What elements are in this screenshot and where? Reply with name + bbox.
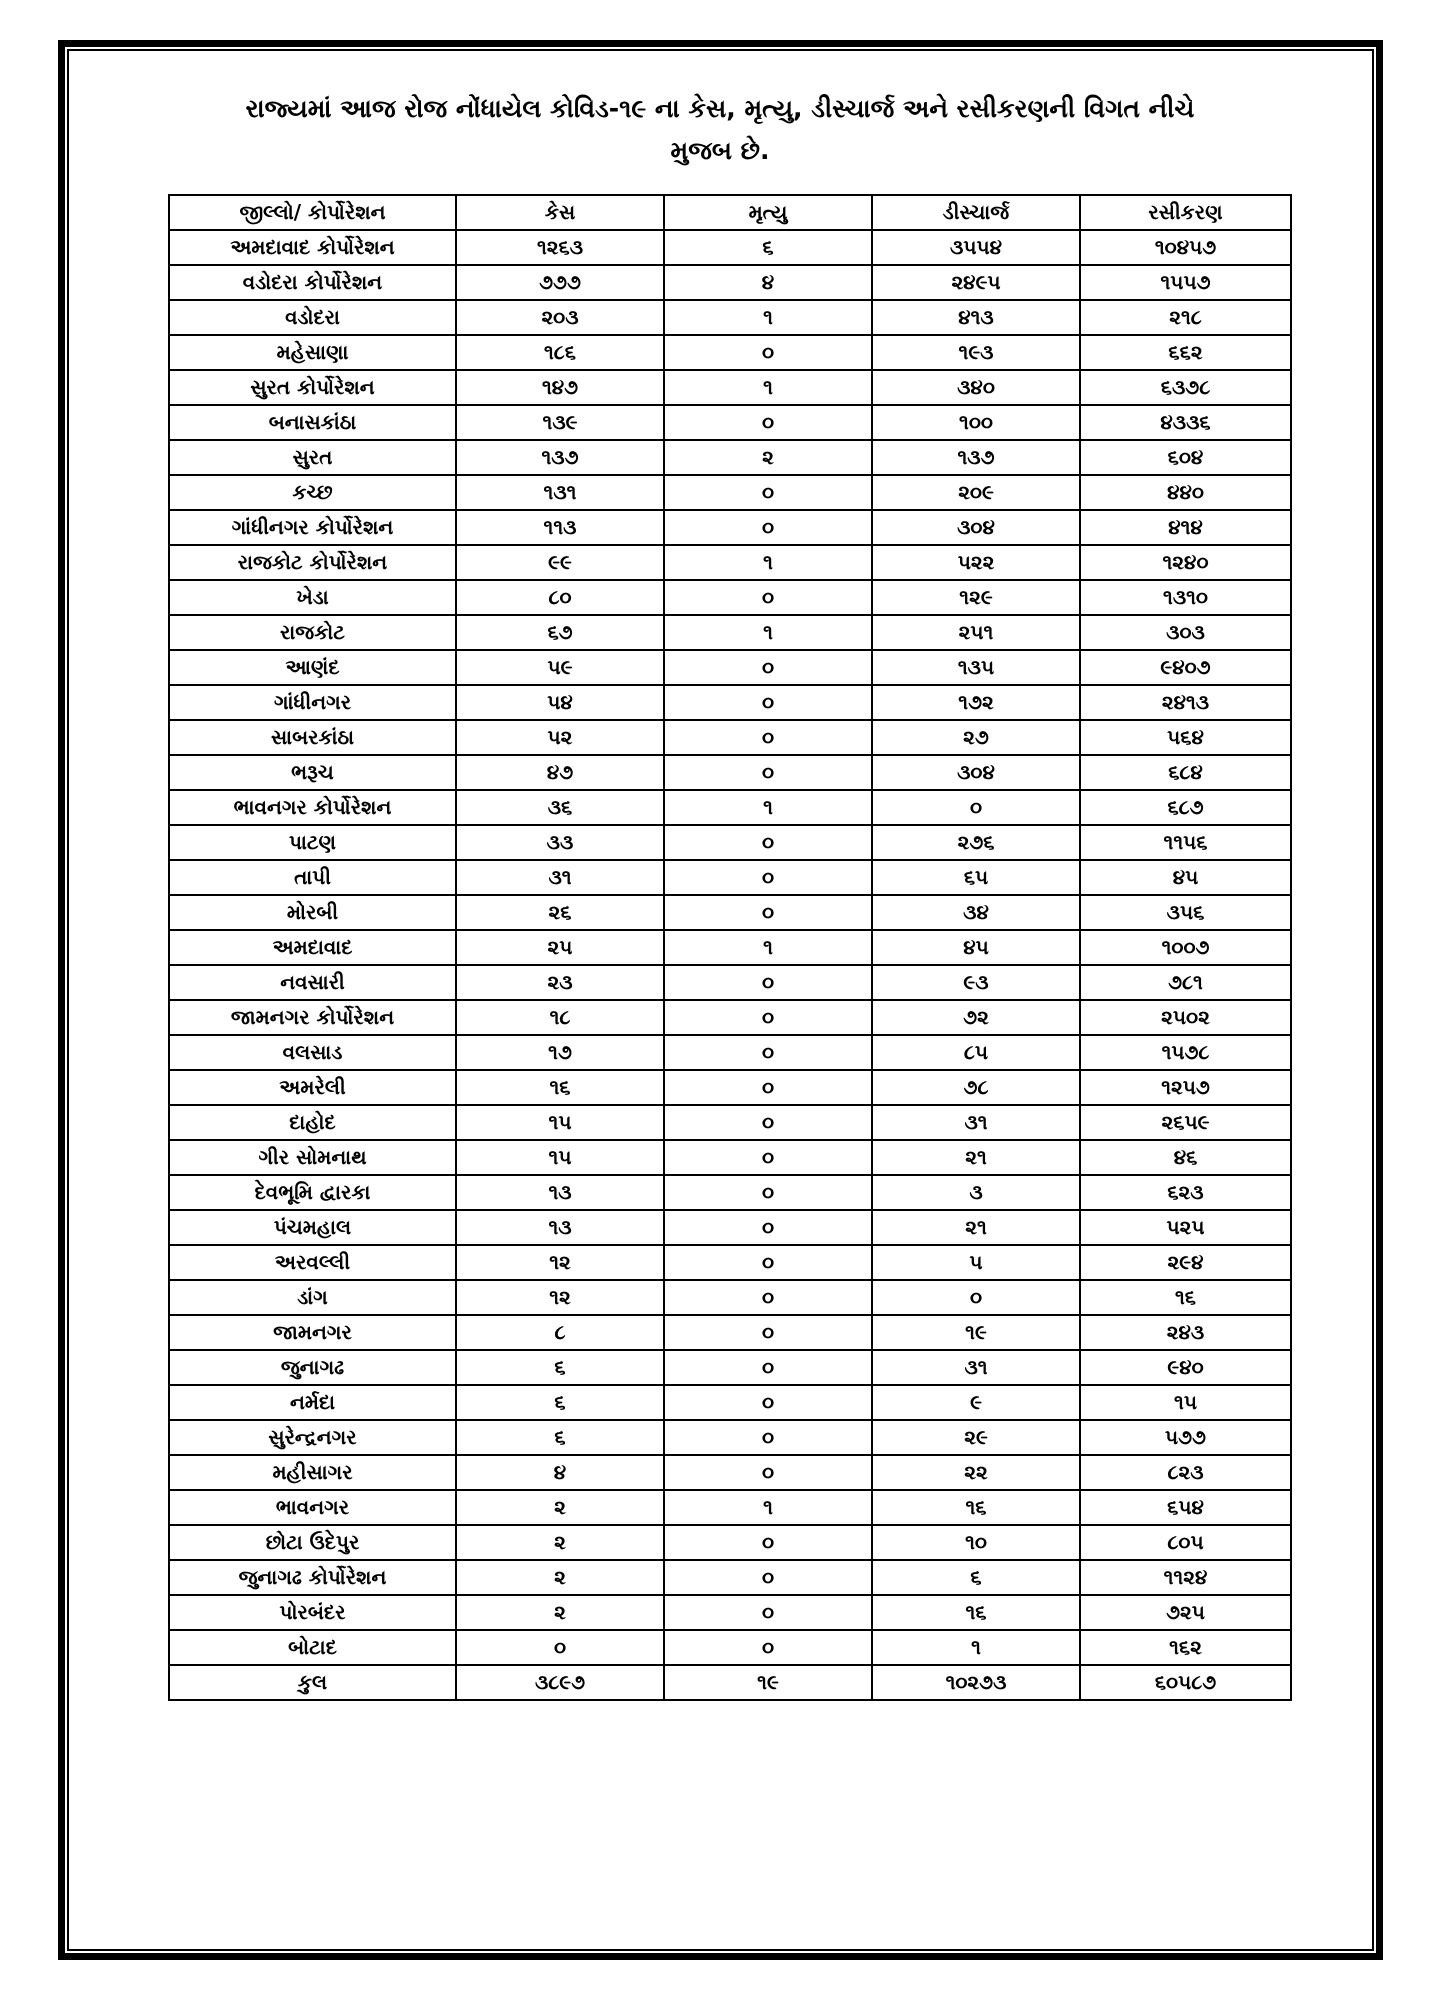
table-row — [169, 545, 1291, 580]
table-row — [169, 1175, 1291, 1210]
cell-cases: ૧૨૬૩ — [456, 230, 664, 265]
cell-cases: ૫૪ — [456, 685, 664, 720]
cell-district: જામનગર — [169, 1315, 456, 1350]
cell-cases: ૨ — [456, 1560, 664, 1595]
table-row — [169, 685, 1291, 720]
cell-discharged: ૧ — [872, 1630, 1080, 1665]
cell-discharged: ૮૫ — [872, 1035, 1080, 1070]
cell-cases: ૬ — [456, 1350, 664, 1385]
cell-cases: ૧૪૭ — [456, 370, 664, 405]
cell-deaths: ૦ — [664, 1035, 872, 1070]
cell-deaths: ૦ — [664, 1315, 872, 1350]
cell-deaths: ૦ — [664, 1385, 872, 1420]
cell-district: સાબરકાંઠા — [169, 720, 456, 755]
table-row — [169, 755, 1291, 790]
cell-deaths: ૦ — [664, 1280, 872, 1315]
cell-discharged: ૧૦૦ — [872, 405, 1080, 440]
cell-vaccination: ૨૫૦૨ — [1080, 1000, 1291, 1035]
table-row — [169, 860, 1291, 895]
cell-discharged: ૩૧ — [872, 1105, 1080, 1140]
cell-district: મહેસાણા — [169, 335, 456, 370]
cell-discharged: ૭૮ — [872, 1070, 1080, 1105]
cell-vaccination: ૨૬૫૯ — [1080, 1105, 1291, 1140]
cell-cases: ૦ — [456, 1630, 664, 1665]
cell-vaccination: ૨૪૧૩ — [1080, 685, 1291, 720]
table-row — [169, 1105, 1291, 1140]
cell-vaccination: ૨૪૩ — [1080, 1315, 1291, 1350]
cell-district: મહીસાગર — [169, 1455, 456, 1490]
cell-discharged: ૩૧ — [872, 1350, 1080, 1385]
cell-deaths: ૦ — [664, 475, 872, 510]
table-row — [169, 615, 1291, 650]
cell-discharged: ૩૪૦ — [872, 370, 1080, 405]
cell-district: દાહોદ — [169, 1105, 456, 1140]
cell-cases: ૬ — [456, 1420, 664, 1455]
table-row — [169, 1210, 1291, 1245]
cell-discharged: ૨૪૯૫ — [872, 265, 1080, 300]
table-row — [169, 300, 1291, 335]
cell-cases: ૨૬ — [456, 895, 664, 930]
table-row — [169, 440, 1291, 475]
cell-vaccination: ૬૫૪ — [1080, 1490, 1291, 1525]
table-row — [169, 1420, 1291, 1455]
cell-deaths: ૦ — [664, 510, 872, 545]
table-row — [169, 475, 1291, 510]
cell-district: ભાવનગર કોર્પોરેશન — [169, 790, 456, 825]
cell-deaths: ૦ — [664, 1210, 872, 1245]
cell-cases: ૧૩ — [456, 1210, 664, 1245]
cell-deaths: ૦ — [664, 965, 872, 1000]
cell-vaccination: ૧૧૨૪ — [1080, 1560, 1291, 1595]
cell-district: ભાવનગર — [169, 1490, 456, 1525]
cell-deaths: ૦ — [664, 720, 872, 755]
cell-discharged: ૨૭ — [872, 720, 1080, 755]
cell-district: ગાંધીનગર કોર્પોરેશન — [169, 510, 456, 545]
cell-deaths: ૬ — [664, 230, 872, 265]
cell-cases: ૪૭ — [456, 755, 664, 790]
cell-vaccination: ૩૦૩ — [1080, 615, 1291, 650]
cell-discharged: ૨૦૯ — [872, 475, 1080, 510]
table-row — [169, 965, 1291, 1000]
total-label: કુલ — [169, 1665, 456, 1700]
cell-vaccination: ૯૪૦૭ — [1080, 650, 1291, 685]
cell-cases: ૧૮ — [456, 1000, 664, 1035]
cell-district: દેવભૂમિ દ્વારકા — [169, 1175, 456, 1210]
cell-vaccination: ૪૪૦ — [1080, 475, 1291, 510]
cell-deaths: ૦ — [664, 895, 872, 930]
cell-vaccination: ૧૫ — [1080, 1385, 1291, 1420]
cell-vaccination: ૭૮૧ — [1080, 965, 1291, 1000]
cell-district: પોરબંદર — [169, 1595, 456, 1630]
cell-district: પાટણ — [169, 825, 456, 860]
cell-cases: ૩૧ — [456, 860, 664, 895]
cell-discharged: ૩૪ — [872, 895, 1080, 930]
cell-vaccination: ૧૬ — [1080, 1280, 1291, 1315]
cell-deaths: ૧ — [664, 930, 872, 965]
cell-cases: ૬૭ — [456, 615, 664, 650]
cell-cases: ૧૩૯ — [456, 405, 664, 440]
cell-cases: ૬ — [456, 1385, 664, 1420]
cell-discharged: ૯ — [872, 1385, 1080, 1420]
cell-cases: ૧૫ — [456, 1105, 664, 1140]
cell-discharged: ૧૬ — [872, 1595, 1080, 1630]
cell-vaccination: ૫૭૭ — [1080, 1420, 1291, 1455]
cell-cases: ૨ — [456, 1490, 664, 1525]
cell-district: વડોદરા કોર્પોરેશન — [169, 265, 456, 300]
cell-deaths: ૦ — [664, 685, 872, 720]
cell-deaths: ૦ — [664, 1595, 872, 1630]
cell-district: ડાંગ — [169, 1280, 456, 1315]
table-body — [169, 230, 1291, 1665]
table-row — [169, 1490, 1291, 1525]
table-row — [169, 1035, 1291, 1070]
cell-district: રાજકોટ — [169, 615, 456, 650]
cell-deaths: ૧ — [664, 545, 872, 580]
table-row — [169, 265, 1291, 300]
table-row — [169, 1140, 1291, 1175]
cell-district: જુનાગઢ કોર્પોરેશન — [169, 1560, 456, 1595]
table-row — [169, 370, 1291, 405]
cell-vaccination: ૫૨૫ — [1080, 1210, 1291, 1245]
cell-cases: ૧૩૭ — [456, 440, 664, 475]
table-row — [169, 1070, 1291, 1105]
cell-vaccination: ૧૩૧૦ — [1080, 580, 1291, 615]
header-cases: કેસ — [456, 195, 664, 230]
cell-discharged: ૩૦૪ — [872, 755, 1080, 790]
cell-district: છોટા ઉદેપુર — [169, 1525, 456, 1560]
cell-district: અમદાવાદ — [169, 930, 456, 965]
cell-discharged: ૩૦૪ — [872, 510, 1080, 545]
cell-district: સુરત — [169, 440, 456, 475]
cell-discharged: ૦ — [872, 1280, 1080, 1315]
table-row — [169, 1595, 1291, 1630]
cell-vaccination: ૧૦૪૫૭ — [1080, 230, 1291, 265]
cell-cases: ૧૮૬ — [456, 335, 664, 370]
cell-cases: ૨ — [456, 1595, 664, 1630]
cell-district: બોટાદ — [169, 1630, 456, 1665]
table-row — [169, 1350, 1291, 1385]
cell-vaccination: ૧૨૪૦ — [1080, 545, 1291, 580]
table-row — [169, 1245, 1291, 1280]
table-row — [169, 1560, 1291, 1595]
cell-discharged: ૯૩ — [872, 965, 1080, 1000]
cell-deaths: ૦ — [664, 1000, 872, 1035]
cell-deaths: ૦ — [664, 1630, 872, 1665]
cell-deaths: ૦ — [664, 1175, 872, 1210]
cell-cases: ૮ — [456, 1315, 664, 1350]
cell-discharged: ૪૧૩ — [872, 300, 1080, 335]
table-row — [169, 580, 1291, 615]
cell-district: વડોદરા — [169, 300, 456, 335]
cell-district: પંચમહાલ — [169, 1210, 456, 1245]
table-row — [169, 650, 1291, 685]
header-deaths: મૃત્યુ — [664, 195, 872, 230]
cell-cases: ૮૦ — [456, 580, 664, 615]
table-row — [169, 1455, 1291, 1490]
cell-deaths: ૦ — [664, 755, 872, 790]
cell-vaccination: ૨૧૮ — [1080, 300, 1291, 335]
cell-deaths: ૦ — [664, 1420, 872, 1455]
cell-vaccination: ૭૨૫ — [1080, 1595, 1291, 1630]
cell-deaths: ૦ — [664, 335, 872, 370]
cell-vaccination: ૮૨૩ — [1080, 1455, 1291, 1490]
table-row — [169, 335, 1291, 370]
cell-district: ભરૂચ — [169, 755, 456, 790]
cell-deaths: ૧ — [664, 1490, 872, 1525]
cell-discharged: ૪૫ — [872, 930, 1080, 965]
cell-deaths: ૦ — [664, 1140, 872, 1175]
cell-vaccination: ૧૫૭૮ — [1080, 1035, 1291, 1070]
cell-vaccination: ૯૪૦ — [1080, 1350, 1291, 1385]
cell-cases: ૨૩ — [456, 965, 664, 1000]
cell-discharged: ૨૧ — [872, 1140, 1080, 1175]
cell-vaccination: ૪૫ — [1080, 860, 1291, 895]
cell-vaccination: ૧૦૦૭ — [1080, 930, 1291, 965]
cell-vaccination: ૧૧૫૬ — [1080, 825, 1291, 860]
cell-discharged: ૭૨ — [872, 1000, 1080, 1035]
total-discharged: ૧૦૨૭૩ — [872, 1665, 1080, 1700]
cell-discharged: ૦ — [872, 790, 1080, 825]
cell-cases: ૫૨ — [456, 720, 664, 755]
cell-discharged: ૧૯ — [872, 1315, 1080, 1350]
cell-cases: ૧૬ — [456, 1070, 664, 1105]
cell-vaccination: ૪૬ — [1080, 1140, 1291, 1175]
cell-district: તાપી — [169, 860, 456, 895]
table-total-row — [169, 1665, 1291, 1700]
cell-district: મોરબી — [169, 895, 456, 930]
table-row — [169, 895, 1291, 930]
cell-vaccination: ૬૮૭ — [1080, 790, 1291, 825]
cell-vaccination: ૬૩૭૮ — [1080, 370, 1291, 405]
cell-deaths: ૦ — [664, 1560, 872, 1595]
cell-cases: ૩૬ — [456, 790, 664, 825]
cell-district: જુનાગઢ — [169, 1350, 456, 1385]
cell-cases: ૧૧૩ — [456, 510, 664, 545]
cell-vaccination: ૬૮૪ — [1080, 755, 1291, 790]
table-row — [169, 1525, 1291, 1560]
cell-district: અમદાવાદ કોર્પોરેશન — [169, 230, 456, 265]
cell-deaths: ૦ — [664, 1525, 872, 1560]
cell-deaths: ૦ — [664, 1455, 872, 1490]
cell-district: સુરેન્દ્રનગર — [169, 1420, 456, 1455]
cell-discharged: ૧૬ — [872, 1490, 1080, 1525]
title-line-2: મુજબ છે. — [670, 136, 770, 165]
title-line-1: રાજ્યમાં આજ રોજ નોંધાયેલ કોવિડ-૧૯ ના કેસ, મૃત્યુ, ડીસ્ચાર્જ અને રસીકરણની વિગત નીચે — [245, 94, 1195, 123]
cell-cases: ૨૦૩ — [456, 300, 664, 335]
header-vaccination: રસીકરણ — [1080, 195, 1291, 230]
covid-district-table — [168, 194, 1292, 1701]
cell-discharged: ૬ — [872, 1560, 1080, 1595]
total-cases: ૩૮૯૭ — [456, 1665, 664, 1700]
cell-discharged: ૧૭૨ — [872, 685, 1080, 720]
header-district: જીલ્લો/ કોર્પોરેશન — [169, 195, 456, 230]
total-deaths: ૧૯ — [664, 1665, 872, 1700]
cell-discharged: ૧૯૩ — [872, 335, 1080, 370]
cell-deaths: ૦ — [664, 860, 872, 895]
cell-district: બનાસકાંઠા — [169, 405, 456, 440]
table-row — [169, 1000, 1291, 1035]
cell-vaccination: ૪૩૩૬ — [1080, 405, 1291, 440]
table-row — [169, 1280, 1291, 1315]
cell-deaths: ૦ — [664, 1245, 872, 1280]
cell-discharged: ૧૩૫ — [872, 650, 1080, 685]
cell-cases: ૫૯ — [456, 650, 664, 685]
cell-district: જામનગર કોર્પોરેશન — [169, 1000, 456, 1035]
cell-district: ગાંધીનગર — [169, 685, 456, 720]
cell-discharged: ૨૫૧ — [872, 615, 1080, 650]
cell-discharged: ૧૨૯ — [872, 580, 1080, 615]
cell-cases: ૧૩ — [456, 1175, 664, 1210]
cell-deaths: ૧ — [664, 300, 872, 335]
cell-vaccination: ૬૬૨ — [1080, 335, 1291, 370]
cell-cases: ૨૫ — [456, 930, 664, 965]
table-row — [169, 825, 1291, 860]
table-row — [169, 405, 1291, 440]
header-discharged: ડીસ્ચાર્જ — [872, 195, 1080, 230]
table-row — [169, 930, 1291, 965]
cell-district: રાજકોટ કોર્પોરેશન — [169, 545, 456, 580]
cell-cases: ૧૫ — [456, 1140, 664, 1175]
cell-vaccination: ૬૦૪ — [1080, 440, 1291, 475]
cell-cases: ૧૨ — [456, 1280, 664, 1315]
cell-deaths: ૧ — [664, 790, 872, 825]
cell-discharged: ૬૫ — [872, 860, 1080, 895]
cell-discharged: ૨૯ — [872, 1420, 1080, 1455]
cell-vaccination: ૪૧૪ — [1080, 510, 1291, 545]
cell-deaths: ૦ — [664, 1105, 872, 1140]
table-row — [169, 230, 1291, 265]
cell-district: વલસાડ — [169, 1035, 456, 1070]
total-vaccination: ૬૦૫૮૭ — [1080, 1665, 1291, 1700]
cell-discharged: ૨૨ — [872, 1455, 1080, 1490]
cell-vaccination: ૧૨૫૭ — [1080, 1070, 1291, 1105]
cell-vaccination: ૧૫૫૭ — [1080, 265, 1291, 300]
cell-cases: ૧૩૧ — [456, 475, 664, 510]
cell-deaths: ૧ — [664, 615, 872, 650]
cell-vaccination: ૬૨૩ — [1080, 1175, 1291, 1210]
table-row — [169, 1315, 1291, 1350]
table-row — [169, 1630, 1291, 1665]
cell-vaccination: ૨૯૪ — [1080, 1245, 1291, 1280]
table-header-row — [169, 195, 1291, 230]
cell-deaths: ૨ — [664, 440, 872, 475]
cell-cases: ૯૯ — [456, 545, 664, 580]
cell-discharged: ૩ — [872, 1175, 1080, 1210]
table-row — [169, 1385, 1291, 1420]
cell-district: ખેડા — [169, 580, 456, 615]
cell-vaccination: ૧૬૨ — [1080, 1630, 1291, 1665]
table-row — [169, 790, 1291, 825]
cell-cases: ૧૨ — [456, 1245, 664, 1280]
cell-discharged: ૧૦ — [872, 1525, 1080, 1560]
cell-discharged: ૩૫૫૪ — [872, 230, 1080, 265]
cell-district: નવસારી — [169, 965, 456, 1000]
cell-district: આણંદ — [169, 650, 456, 685]
cell-cases: ૩૩ — [456, 825, 664, 860]
cell-deaths: ૦ — [664, 825, 872, 860]
cell-cases: ૭૭૭ — [456, 265, 664, 300]
cell-discharged: ૫૨૨ — [872, 545, 1080, 580]
cell-district: નર્મદા — [169, 1385, 456, 1420]
cell-vaccination: ૮૦૫ — [1080, 1525, 1291, 1560]
cell-vaccination: ૫૬૪ — [1080, 720, 1291, 755]
cell-cases: ૪ — [456, 1455, 664, 1490]
cell-district: અરવલ્લી — [169, 1245, 456, 1280]
cell-district: ગીર સોમનાથ — [169, 1140, 456, 1175]
cell-discharged: ૧૩૭ — [872, 440, 1080, 475]
table-row — [169, 510, 1291, 545]
cell-discharged: ૨૧ — [872, 1210, 1080, 1245]
cell-cases: ૨ — [456, 1525, 664, 1560]
cell-discharged: ૨૭૬ — [872, 825, 1080, 860]
cell-district: કચ્છ — [169, 475, 456, 510]
document-title — [120, 88, 1320, 172]
cell-deaths: ૪ — [664, 265, 872, 300]
cell-district: સુરત કોર્પોરેશન — [169, 370, 456, 405]
cell-cases: ૧૭ — [456, 1035, 664, 1070]
table-row — [169, 720, 1291, 755]
cell-deaths: ૦ — [664, 650, 872, 685]
cell-deaths: ૦ — [664, 405, 872, 440]
cell-district: અમરેલી — [169, 1070, 456, 1105]
cell-deaths: ૦ — [664, 1070, 872, 1105]
cell-discharged: ૫ — [872, 1245, 1080, 1280]
cell-deaths: ૦ — [664, 1350, 872, 1385]
cell-vaccination: ૩૫૬ — [1080, 895, 1291, 930]
cell-deaths: ૦ — [664, 580, 872, 615]
cell-deaths: ૧ — [664, 370, 872, 405]
